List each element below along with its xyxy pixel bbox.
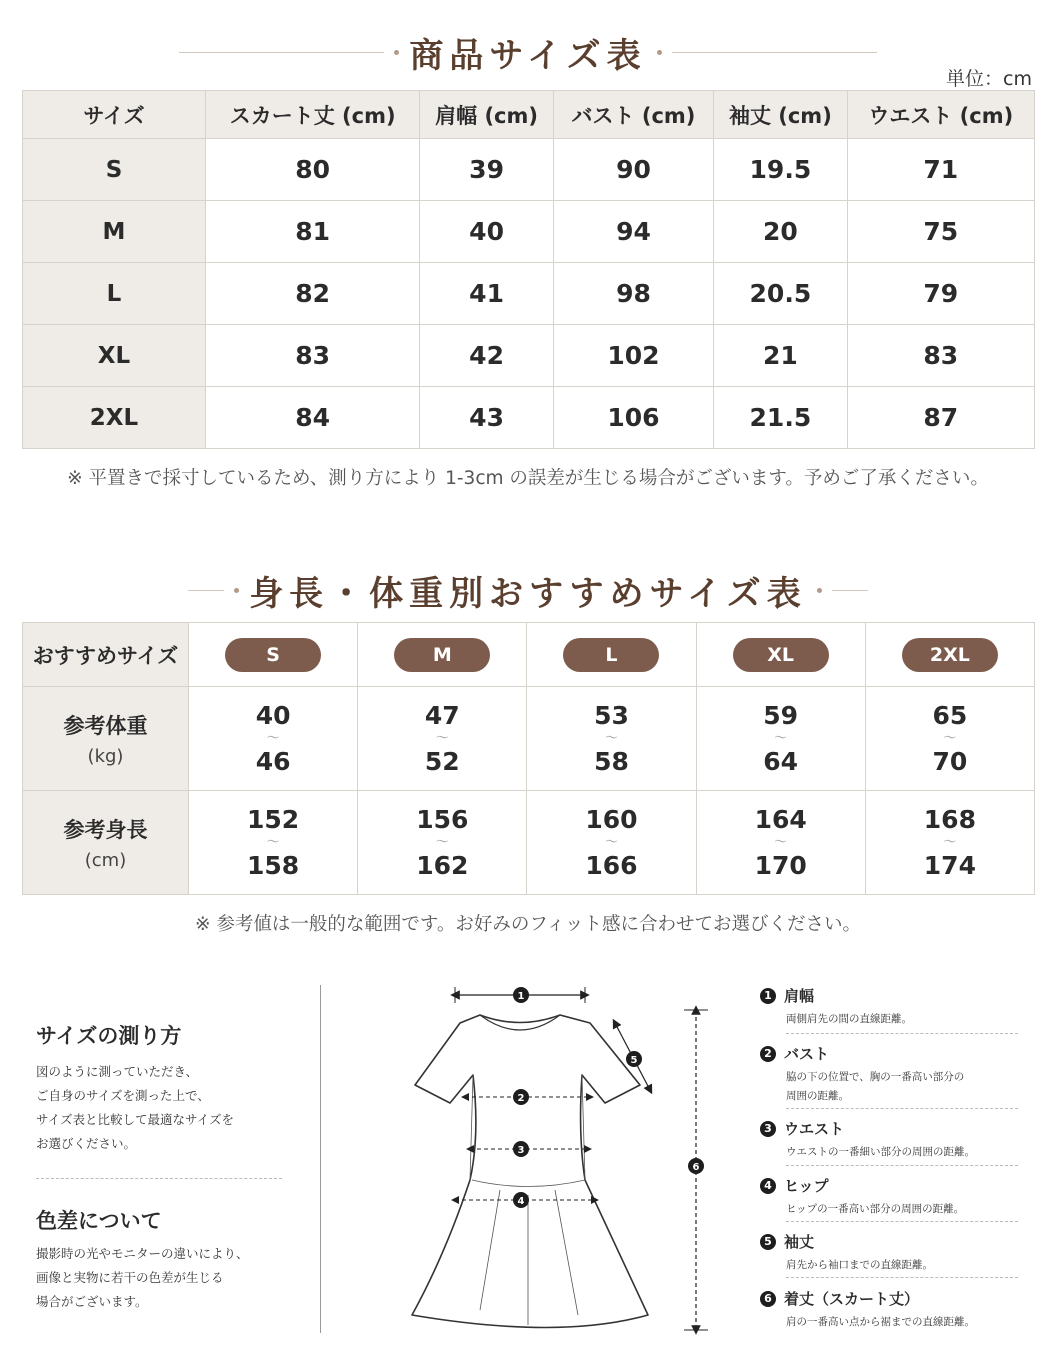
legend-title: 肩幅 [784, 987, 815, 1005]
cell-shoulder: 39 [420, 139, 553, 201]
header-skirt-length: スカート丈 (cm) [206, 91, 420, 139]
cell-waist: 71 [847, 139, 1034, 201]
cell-bust: 106 [553, 387, 713, 449]
badge-2 [513, 1089, 529, 1105]
number-badge: 1 [760, 988, 776, 1004]
reference-note: ※ 参考値は一般的な範囲です。お好みのフィット感に合わせてお選びください。 [195, 914, 861, 935]
height-row [23, 791, 1035, 895]
tilde: ～ [774, 730, 788, 746]
vertical-divider [320, 985, 321, 1333]
badge-4 [513, 1192, 529, 1208]
size-pill-cell [358, 623, 527, 687]
tilde: ～ [266, 834, 280, 850]
weight-min: 53 [594, 700, 629, 730]
svg-text:5: 5 [630, 1055, 638, 1066]
howto-line: お選びください。 [36, 1136, 137, 1151]
height-min: 164 [754, 804, 807, 834]
legend-desc: ウエストの一番細い部分の周囲の距離。 [786, 1146, 975, 1158]
cell-sleeve: 21 [714, 325, 847, 387]
tilde: ～ [774, 834, 788, 850]
svg-text:1: 1 [517, 991, 525, 1002]
row-size: S [23, 139, 206, 201]
weight-min: 47 [424, 700, 460, 730]
legend-desc: 肩先から袖口までの直線距離。 [786, 1259, 933, 1271]
title-dot [817, 588, 822, 593]
howto-body [36, 1060, 234, 1156]
title-dot [657, 50, 662, 55]
cell-sleeve: 20 [714, 201, 847, 263]
legend-item [760, 1231, 1018, 1275]
cell-waist: 75 [847, 201, 1034, 263]
cell-shoulder: 43 [420, 387, 553, 449]
title-divider-left [188, 590, 224, 591]
height-label: 参考身長 [63, 818, 148, 842]
weight-min: 65 [932, 700, 968, 730]
legend-desc: 両側肩先の間の直線距離。 [786, 1013, 912, 1025]
number-badge: 3 [760, 1121, 776, 1137]
badge-6 [688, 1158, 704, 1174]
table-row [23, 263, 1035, 325]
legend-divider [786, 1277, 1018, 1278]
height-max: 166 [585, 850, 638, 880]
header-waist: ウエスト (cm) [847, 91, 1034, 139]
dress-outline [412, 1015, 648, 1328]
number-badge: 4 [760, 1178, 776, 1194]
title-divider-right [672, 52, 877, 53]
color-note-body [36, 1242, 249, 1314]
header-size: サイズ [23, 91, 206, 139]
legend-title: 着丈（スカート丈） [784, 1290, 920, 1308]
color-note-line: 画像と実物に若干の色差が生じる [36, 1270, 224, 1285]
height-max: 174 [923, 850, 976, 880]
title-dot [394, 50, 399, 55]
tilde: ～ [604, 834, 618, 850]
height-range [865, 791, 1034, 895]
cell-skirt: 81 [206, 201, 420, 263]
weight-max: 70 [932, 746, 968, 776]
legend-title: ウエスト [784, 1120, 845, 1138]
svg-text:6: 6 [692, 1162, 700, 1173]
height-max: 170 [754, 850, 807, 880]
table-row [23, 387, 1035, 449]
height-unit: (cm) [84, 850, 127, 871]
legend-desc [786, 1068, 1018, 1106]
tilde: ～ [266, 730, 280, 746]
legend-divider [786, 1108, 1018, 1109]
size-pill-cell [189, 623, 358, 687]
cell-shoulder: 40 [420, 201, 553, 263]
cell-shoulder: 42 [420, 325, 553, 387]
cell-waist: 87 [847, 387, 1034, 449]
legend-item [760, 1118, 1018, 1162]
legend-item [760, 1288, 1018, 1332]
size-pill: L [563, 638, 659, 672]
height-label-cell [23, 791, 189, 895]
weight-unit: (kg) [87, 746, 124, 767]
header-shoulder: 肩幅 (cm) [420, 91, 553, 139]
recommend-title: 身長・体重別おすすめサイズ表 [249, 574, 807, 614]
legend-desc-line: 脇の下の位置で、胸の一番高い部分の [786, 1071, 965, 1083]
howto-line: ご自身のサイズを測った上で、 [36, 1088, 210, 1103]
howto-line: 図のように測っていただき、 [36, 1064, 199, 1079]
table-row [23, 139, 1035, 201]
color-note-title: 色差について [36, 1209, 162, 1233]
dress-measurement-diagram [400, 975, 730, 1340]
size-chart-title-row [0, 28, 1056, 77]
title-divider-right [832, 590, 868, 591]
height-min: 156 [416, 804, 469, 834]
svg-text:3: 3 [517, 1145, 525, 1156]
howto-line: サイズ表と比較して最適なサイズを [36, 1112, 235, 1127]
weight-max: 46 [255, 746, 291, 776]
tilde: ～ [943, 730, 957, 746]
size-chart-title: 商品サイズ表 [409, 36, 647, 76]
weight-range [696, 687, 865, 791]
size-table [22, 90, 1035, 449]
badge-1 [513, 987, 529, 1003]
height-min: 168 [923, 804, 976, 834]
cell-sleeve: 19.5 [714, 139, 847, 201]
tilde: ～ [943, 834, 957, 850]
unit-label: 単位：cm [946, 68, 1032, 90]
height-max: 158 [247, 850, 300, 880]
badge-3 [513, 1141, 529, 1157]
number-badge: 2 [760, 1046, 776, 1062]
height-range [189, 791, 358, 895]
howto-title: サイズの測り方 [36, 1024, 182, 1048]
tilde: ～ [604, 730, 618, 746]
legend-title: バスト [784, 1045, 830, 1063]
title-divider-left [179, 52, 384, 53]
tilde: ～ [435, 834, 449, 850]
weight-label: 参考体重 [63, 714, 148, 738]
size-pill: M [394, 638, 490, 672]
size-pill: S [225, 638, 321, 672]
weight-min: 59 [763, 700, 799, 730]
cell-sleeve: 21.5 [714, 387, 847, 449]
recommend-title-row [0, 566, 1056, 615]
measurement-note: ※ 平置きで採寸しているため、測り方により 1-3cm の誤差が生じる場合がございます。予めご了承ください。 [67, 468, 989, 489]
legend-desc: ヒップの一番高い部分の周囲の距離。 [786, 1203, 965, 1215]
weight-max: 58 [594, 746, 629, 776]
row-size: 2XL [23, 387, 206, 449]
cell-skirt: 83 [206, 325, 420, 387]
size-pill: XL [733, 638, 829, 672]
header-sleeve: 袖丈 (cm) [714, 91, 847, 139]
height-range [527, 791, 696, 895]
legend-divider [786, 1221, 1018, 1222]
weight-range [358, 687, 527, 791]
legend-divider [786, 1033, 1018, 1034]
height-range [696, 791, 865, 895]
recommend-table [22, 622, 1035, 895]
height-max: 162 [416, 850, 469, 880]
title-dot [234, 588, 239, 593]
weight-range [865, 687, 1034, 791]
cell-bust: 102 [553, 325, 713, 387]
size-pill-cell [865, 623, 1034, 687]
weight-min: 40 [255, 700, 291, 730]
size-pill-cell [696, 623, 865, 687]
cell-waist: 83 [847, 325, 1034, 387]
height-min: 152 [247, 804, 300, 834]
legend-desc-line: 周囲の距離。 [786, 1090, 849, 1102]
recommend-size-label: おすすめサイズ [23, 623, 189, 687]
table-row [23, 325, 1035, 387]
header-bust: バスト (cm) [553, 91, 713, 139]
number-badge: 6 [760, 1291, 776, 1307]
weight-row [23, 687, 1035, 791]
cell-shoulder: 41 [420, 263, 553, 325]
cell-bust: 98 [553, 263, 713, 325]
cell-skirt: 80 [206, 139, 420, 201]
tilde: ～ [435, 730, 449, 746]
badge-5 [626, 1051, 642, 1067]
row-size: XL [23, 325, 206, 387]
legend-divider [786, 1165, 1018, 1166]
cell-skirt: 82 [206, 263, 420, 325]
size-pill-cell [527, 623, 696, 687]
table-row [23, 201, 1035, 263]
row-size: M [23, 201, 206, 263]
height-range [358, 791, 527, 895]
cell-sleeve: 20.5 [714, 263, 847, 325]
svg-text:4: 4 [517, 1196, 525, 1207]
svg-text:2: 2 [517, 1093, 525, 1104]
legend-item [760, 1043, 1018, 1106]
legend-title: 袖丈 [784, 1233, 815, 1251]
weight-label-cell [23, 687, 189, 791]
measurement-legend [760, 985, 1020, 1335]
legend-item [760, 985, 1018, 1029]
height-min: 160 [585, 804, 638, 834]
weight-max: 52 [424, 746, 460, 776]
cell-bust: 90 [553, 139, 713, 201]
cell-bust: 94 [553, 201, 713, 263]
recommend-size-row [23, 623, 1035, 687]
section-divider [36, 1178, 282, 1179]
number-badge: 5 [760, 1234, 776, 1250]
color-note-line: 撮影時の光やモニターの違いにより、 [36, 1246, 249, 1261]
size-table-header-row [23, 91, 1035, 139]
cell-skirt: 84 [206, 387, 420, 449]
legend-item [760, 1175, 1018, 1219]
cell-waist: 79 [847, 263, 1034, 325]
weight-range [527, 687, 696, 791]
color-note-line: 場合がございます。 [36, 1294, 148, 1309]
size-pill: 2XL [902, 638, 998, 672]
legend-desc: 肩の一番高い点から裾までの直線距離。 [786, 1316, 975, 1328]
weight-range [189, 687, 358, 791]
weight-max: 64 [763, 746, 799, 776]
row-size: L [23, 263, 206, 325]
legend-title: ヒップ [784, 1177, 829, 1195]
